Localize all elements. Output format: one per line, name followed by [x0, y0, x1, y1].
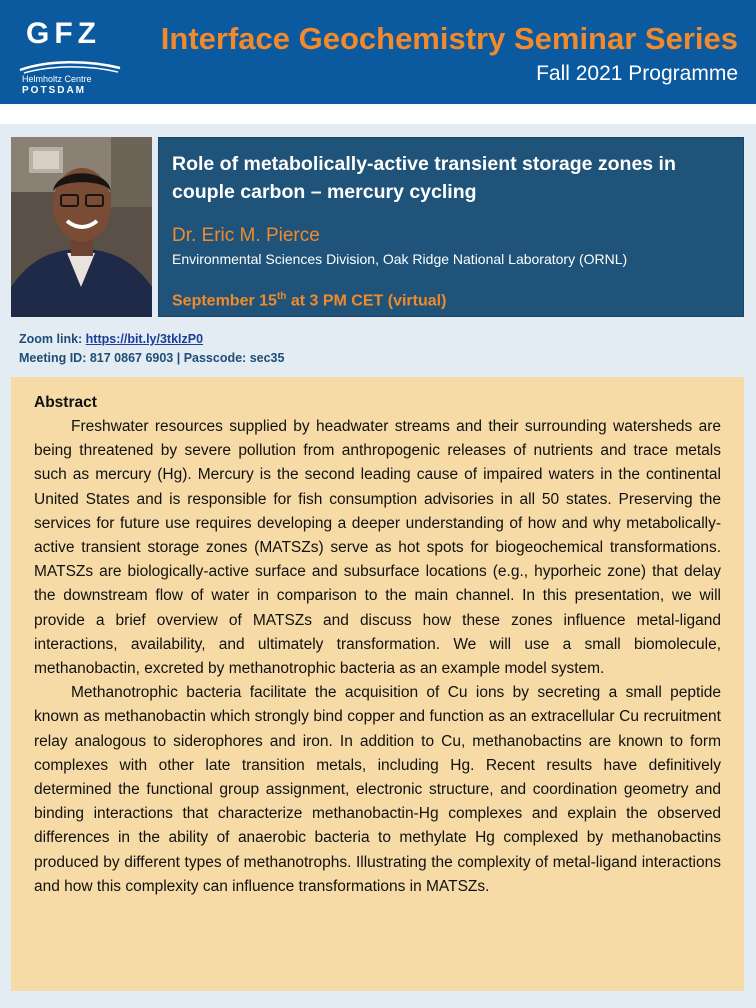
speaker-photo	[11, 137, 152, 317]
programme-subtitle: Fall 2021 Programme	[536, 62, 738, 85]
date-day: September 15	[172, 292, 277, 310]
page-header	[0, 0, 756, 110]
abstract-paragraph: Methanotrophic bacteria facilitate the acquisition of Cu ions by secreting a small peptide known as methanobactin which strongly bind copper and function as an extracellular Cu recruitment relay analogous to siderophores and iron. In addition to Cu, methanobactins are known to form complexes with other late transition metals, including Hg. Recent results have definitively determined the functional group assignment, electronic structure, and coordination geometry and binding interactions that characterize methanobactin-Hg complexes and explain the observed differences in the ability of anaerobic bacteria to methylate Hg complexed by methanobactins produced by different types of methanotrophs. Illustrating the complexity of metal-ligand interactions and how this complexity can influence transformations in MATSZs.	[34, 684, 721, 895]
talk-date	[172, 286, 446, 312]
gfz-logo-icon	[14, 14, 126, 98]
date-time: at 3 PM CET (virtual)	[286, 292, 447, 310]
speaker-affiliation: Environmental Sciences Division, Oak Ridge National Laboratory (ORNL)	[172, 251, 628, 267]
date-ordinal: th	[276, 291, 287, 302]
logo-line-2: POTSDAM	[22, 85, 86, 96]
header-divider	[0, 104, 756, 124]
speaker-portrait-icon	[11, 137, 152, 317]
logo-wave-icon	[18, 58, 122, 74]
talk-title: Role of metabolically-active transient storage zones in couple carbon – mercury cycling	[172, 153, 676, 203]
abstract-paragraph: Freshwater resources supplied by headwater streams and their surrounding watersheds are being threatened by severe pollution from anthropogenic releases of nutrients and trace metals such as mercury (Hg). Mercury is the second leading cause of impaired waters in the continental United States and is responsible for fish consumption advisories in all 50 states. Preserving the services for future use requires developing a deeper understanding of how and why metabolically-active transient storage zones (MATSZs) serve as hot spots for biogeochemical transformations. MATSZs are biologically-active surface and subsurface locations (e.g., hyporheic zone) that delay the downstream flow of water in comparison to the main channel. In this presentation, we will provide a brief overview of MATSZs and discuss how these zones influence metal-ligand interactions, availability, and ultimately transformation. We will use a small biomolecule, methanobactin, excreted by methanotrophic bacteria as an example model system.	[34, 418, 721, 678]
meeting-info	[19, 330, 284, 368]
logo-line-1: Helmholtz Centre	[22, 74, 92, 84]
meeting-id: Meeting ID: 817 0867 6903 | Passcode: sec35	[19, 351, 285, 365]
zoom-line	[19, 330, 284, 349]
abstract-heading: Abstract	[34, 394, 97, 411]
zoom-link[interactable]: https://bit.ly/3tklzP0	[85, 332, 204, 346]
speaker-name: Dr. Eric M. Pierce	[172, 225, 320, 246]
abstract-panel	[11, 377, 744, 991]
logo-text: GFZ	[26, 17, 101, 50]
talk-info-panel	[158, 137, 744, 317]
series-title: Interface Geochemistry Seminar Series	[160, 21, 738, 56]
zoom-label: Zoom link:	[19, 332, 86, 346]
